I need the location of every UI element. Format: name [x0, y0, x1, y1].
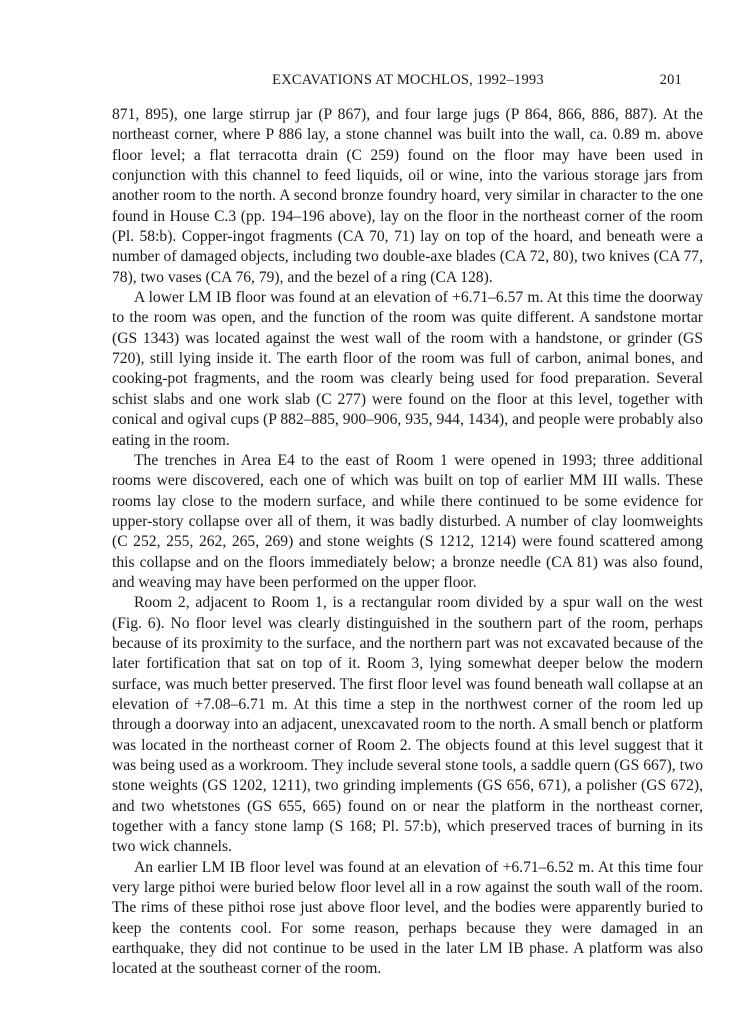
paragraph-earlier-floor: An earlier LM IB floor level was found at an elevation of +6.71–6.52 m. At this time four very large pithoi were buried below floor level all in a row against the south wall of the room. The rims of these pithoi rose just above floor level, and the bodies were apparently buried to keep the contents cool. For some reason, perhaps because they were damaged in an earthquake, they did not continue to be used in the later LM IB phase. A platform was also located at the southeast corner of the room. — [112, 858, 703, 978]
paragraph-room-2: Room 2, adjacent to Room 1, is a rectangular room divided by a spur wall on the west (Fig. 6). No floor level was clearly distinguished in the southern part of the room, perhaps because of its proximity to the surface, and the northern part was not excavated because of the later fortification that sat on top of it. Room 3, lying somewhat deeper below the modern surface, was much better preserved. The first floor level was found beneath wall collapse at an elevation of +7.08–6.71 m. At this time a step in the northwest corner of the room led up through a doorway into an adjacent, unexcavated room to the north. A small bench or platform was located in the northeast corner of Room 2. The objects found at this level suggest that it was being used as a workroom. They include several stone tools, a saddle quern (GS 667), two stone weights (GS 1202, 1211), two grinding implements (GS 656, 671), a polisher (GS 672), and two whetstones (GS 655, 665) found on or near the platform in the northeast corner, together with a fancy stone lamp (S 168; Pl. 57:b), which preserved traces of burning in its two wick channels. — [112, 594, 703, 856]
paragraph-lower-floor: A lower LM IB floor was found at an elevation of +6.71–6.57 m. At this time the doorway to the room was open, and the function of the room was quite different. A sandstone mortar (GS 1343) was located against the west wall of the room with a handstone, or grinder (GS 720), still lying inside it. The earth floor of the room was full of carbon, animal bones, and cooking-pot fragments, and the room was clearly being used for food preparation. Several schist slabs and one work slab (C 277) were found on the floor at this level, together with conical and ogival cups (P 882–885, 900–906, 935, 944, 1434), and people were probably also eating in the room. — [112, 289, 703, 449]
page-number: 201 — [659, 72, 682, 88]
running-head — [112, 72, 704, 89]
paragraph-continued: 871, 895), one large stirrup jar (P 867), and four large jugs (P 864, 866, 886, 887). At the northeast corner, where P 886 lay, a stone channel was built into the wall, ca. 0.89 m. above floor level; a flat terracotta drain (C 259) found on the floor may have been used in conjunction with this channel to feed liquids, oil or wine, into the various storage jars from another room to the north. A second bronze foundry hoard, very similar in character to the one found in House C.3 (pp. 194–196 above), lay on the floor in the northeast corner of the room (Pl. 58:b). Copper-ingot fragments (CA 70, 71) lay on top of the hoard, and beneath were a number of damaged objects, including two double-axe blades (CA 72, 80), two knives (CA 77, 78), two vases (CA 76, 79), and the bezel of a ring (CA 128). — [112, 106, 703, 286]
running-title: EXCAVATIONS AT MOCHLOS, 1992–1993 — [272, 72, 544, 88]
body-text — [112, 105, 703, 980]
paragraph-area-e4: The trenches in Area E4 to the east of Room 1 were opened in 1993; three additional rooms were discovered, each one of which was built on top of earlier MM III walls. These rooms lay close to the modern surface, and while there continued to be some evidence for upper-story collapse over all of them, it was badly disturbed. A number of clay loomweights (C 252, 255, 262, 265, 269) and stone weights (S 1212, 1214) were found scattered among this collapse and on the floors immediately below; a bronze needle (CA 81) was also found, and weaving may have been performed on the upper floor. — [112, 451, 703, 591]
